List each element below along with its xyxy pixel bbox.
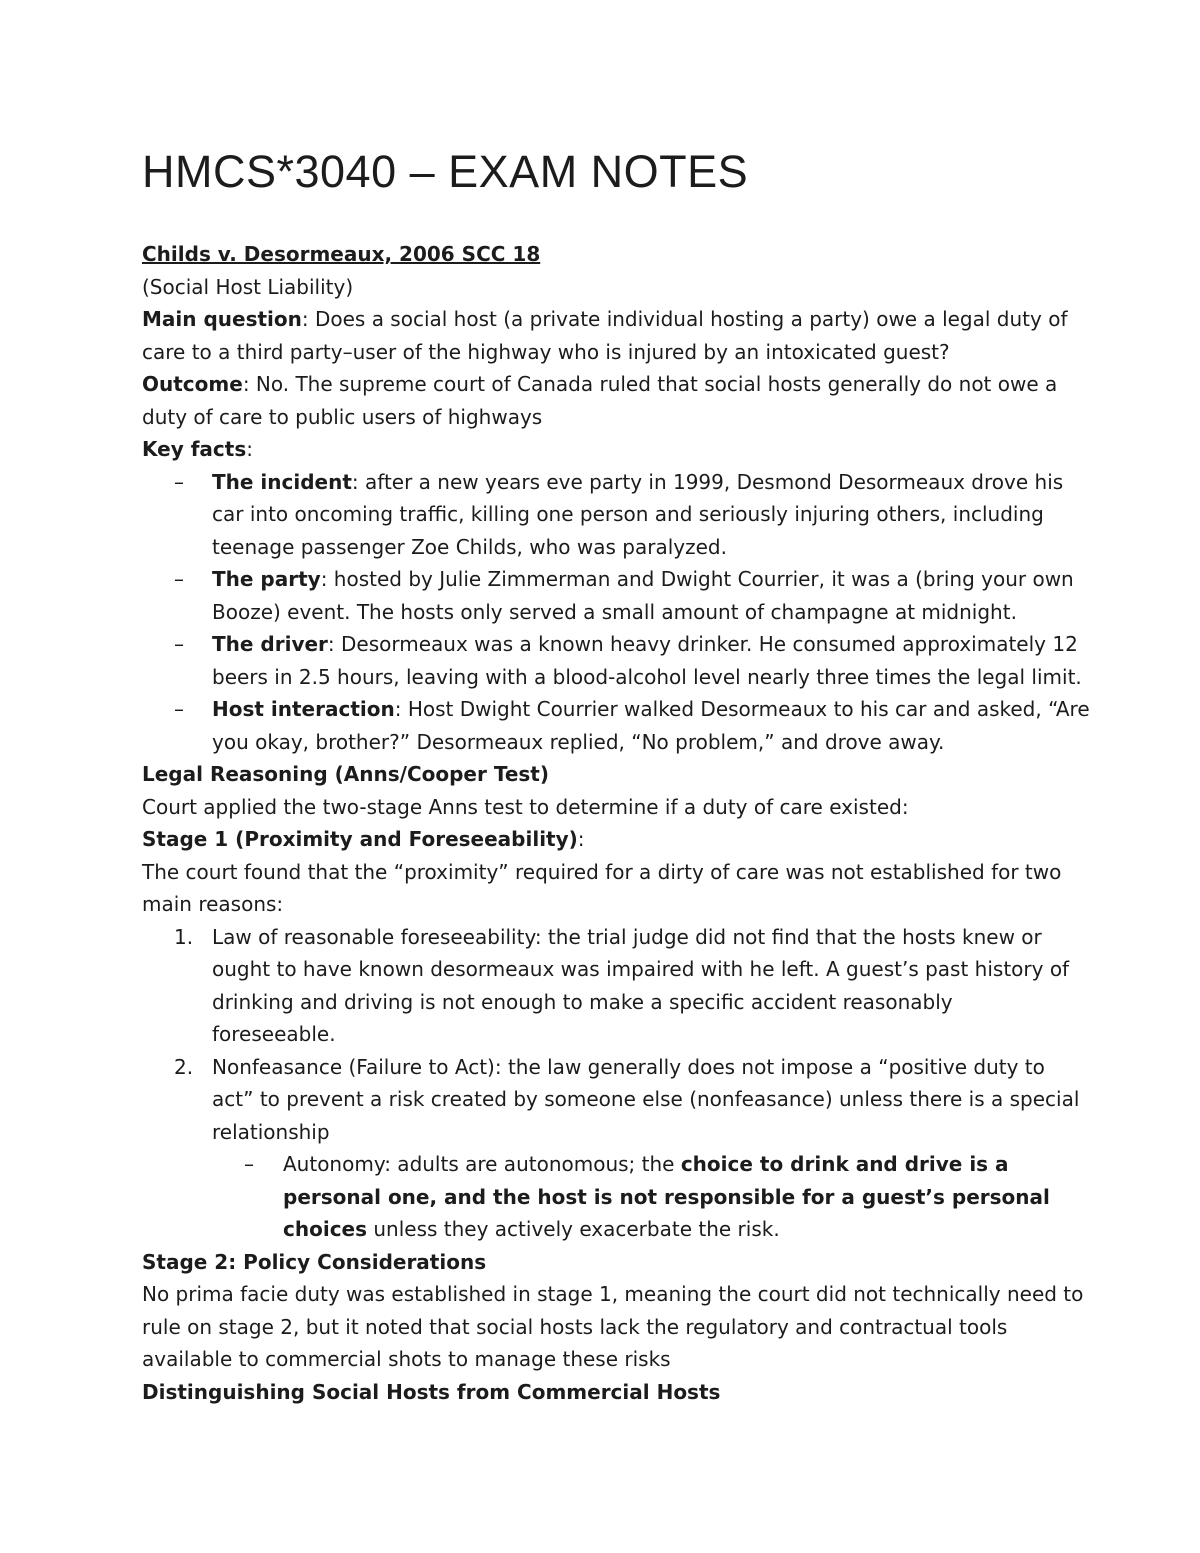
- reason-1-line-3: drinking and driving is not enough to make a specific accident reasonably: [212, 989, 953, 1014]
- fact-party-line-1: [142, 563, 1074, 596]
- page-title: HMCS*3040 – EXAM NOTES: [142, 146, 749, 197]
- main-question-line-1: [142, 303, 1068, 336]
- fact-driver-line-2: beers in 2.5 hours, leaving with a blood-alcohol level nearly three times the legal limit.: [212, 664, 1082, 689]
- outcome-line-1: [142, 368, 1062, 401]
- bullet-dash: –: [174, 697, 184, 721]
- fact-party-line-2: Booze) event. The hosts only served a small amount of champagne at midnight.: [212, 599, 1017, 624]
- stage1-heading: [142, 823, 1062, 856]
- reason-text: Nonfeasance (Failure to Act): the law generally does not impose a “positive duty to: [212, 1054, 1045, 1079]
- sub-bullet-dash: –: [244, 1152, 254, 1176]
- case-heading-text: Childs v. Desormeaux, 2006 SCC 18: [142, 242, 541, 266]
- bullet-dash: –: [174, 567, 184, 591]
- autonomy-post: unless they actively exacerbate the risk.: [367, 1217, 780, 1241]
- main-question-text-1: : Does a social host (a private individual hosting a party) owe a legal duty of: [301, 307, 1068, 331]
- reason-text: Law of reasonable foreseeability: the trial judge did not find that the hosts knew or: [212, 924, 1042, 949]
- list-number: 1.: [174, 924, 194, 949]
- fact-incident-line-1: [142, 466, 1062, 499]
- case-heading: [142, 238, 1062, 271]
- autonomy-line-2: personal one, and the host is not responsible for a guest’s personal: [283, 1184, 1050, 1209]
- fact-text: : Host Dwight Courrier walked Desormeaux to his car and asked, “Are: [394, 697, 1090, 721]
- fact-text: : hosted by Julie Zimmerman and Dwight Courrier, it was a (bring your own: [320, 567, 1074, 591]
- stage1-text-line-2: main reasons:: [142, 892, 284, 916]
- stage2-text-line-1: No prima facie duty was established in stage 1, meaning the court did not technically need to: [142, 1282, 1084, 1306]
- fact-host-interaction-line-2: you okay, brother?” Desormeaux replied, “No problem,” and drove away.: [212, 729, 945, 754]
- fact-label: The driver: [212, 632, 328, 656]
- list-number: 2.: [174, 1054, 194, 1079]
- reason-1-line-2: ought to have known desormeaux was impaired with he left. A guest’s past history of: [212, 957, 1070, 981]
- fact-label: The party: [212, 567, 321, 591]
- fact-label: The incident: [212, 469, 352, 494]
- autonomy-bold-1: choice to drink and drive is a: [680, 1152, 1009, 1176]
- main-question-line-2: care to a third party–user of the highway who is injured by an intoxicated guest?: [142, 339, 950, 364]
- stage2-text-line-3: available to commercial shots to manage these risks: [142, 1347, 671, 1371]
- fact-incident-line-3: teenage passenger Zoe Childs, who was paralyzed.: [212, 534, 727, 559]
- key-facts-heading: [142, 433, 1062, 466]
- reason-1-line-1: [142, 921, 1062, 954]
- distinguishing-heading: Distinguishing Social Hosts from Commercial Hosts: [142, 1379, 721, 1404]
- bullet-dash: –: [174, 632, 184, 656]
- legal-reasoning-text: Court applied the two-stage Anns test to determine if a duty of care existed:: [142, 794, 909, 819]
- autonomy-bold-3: choices: [283, 1217, 368, 1241]
- stage1-text-line-1: The court found that the “proximity” required for a dirty of care was not established for two: [142, 859, 1062, 884]
- document-body: [142, 238, 1090, 1408]
- key-facts-label: Key facts: [142, 437, 247, 461]
- legal-reasoning-heading: Legal Reasoning (Anns/Cooper Test): [142, 762, 549, 786]
- outcome-text-1: : No. The supreme court of Canada ruled that social hosts generally do not owe a: [242, 372, 1058, 396]
- autonomy-line-3: [142, 1213, 1062, 1246]
- fact-text: : after a new years eve party in 1999, Desmond Desormeaux drove his: [351, 469, 1064, 494]
- fact-driver-line-1: [142, 628, 1078, 661]
- outcome-line-2: duty of care to public users of highways: [142, 404, 543, 429]
- reason-2-line-2: act” to prevent a risk created by someone else (nonfeasance) unless there is a special: [212, 1087, 1080, 1111]
- subtitle: (Social Host Liability): [142, 274, 354, 299]
- reason-2-line-1: [142, 1051, 1062, 1084]
- main-question-label: Main question: [142, 307, 302, 331]
- stage2-heading: Stage 2: Policy Considerations: [142, 1249, 487, 1274]
- stage1-heading-text: Stage 1 (Proximity and Foreseeability): [142, 827, 578, 851]
- fact-label: Host interaction: [212, 697, 395, 721]
- stage2-text-line-2: rule on stage 2, but it noted that social hosts lack the regulatory and contractual tools: [142, 1314, 1008, 1339]
- bullet-dash: –: [174, 469, 184, 494]
- autonomy-pre: Autonomy: adults are autonomous; the: [283, 1152, 681, 1176]
- key-facts-colon: :: [246, 437, 253, 461]
- fact-host-interaction-line-1: [142, 693, 1090, 726]
- reason-2-line-3: relationship: [212, 1119, 330, 1144]
- autonomy-line-1: [142, 1148, 1062, 1181]
- outcome-label: Outcome: [142, 372, 243, 396]
- fact-incident-line-2: car into oncoming traffic, killing one person and seriously injuring others, including: [212, 502, 1044, 526]
- fact-text: : Desormeaux was a known heavy drinker. He consumed approximately 12: [327, 632, 1078, 656]
- stage1-colon: :: [577, 827, 585, 851]
- reason-1-line-4: foreseeable.: [212, 1022, 336, 1046]
